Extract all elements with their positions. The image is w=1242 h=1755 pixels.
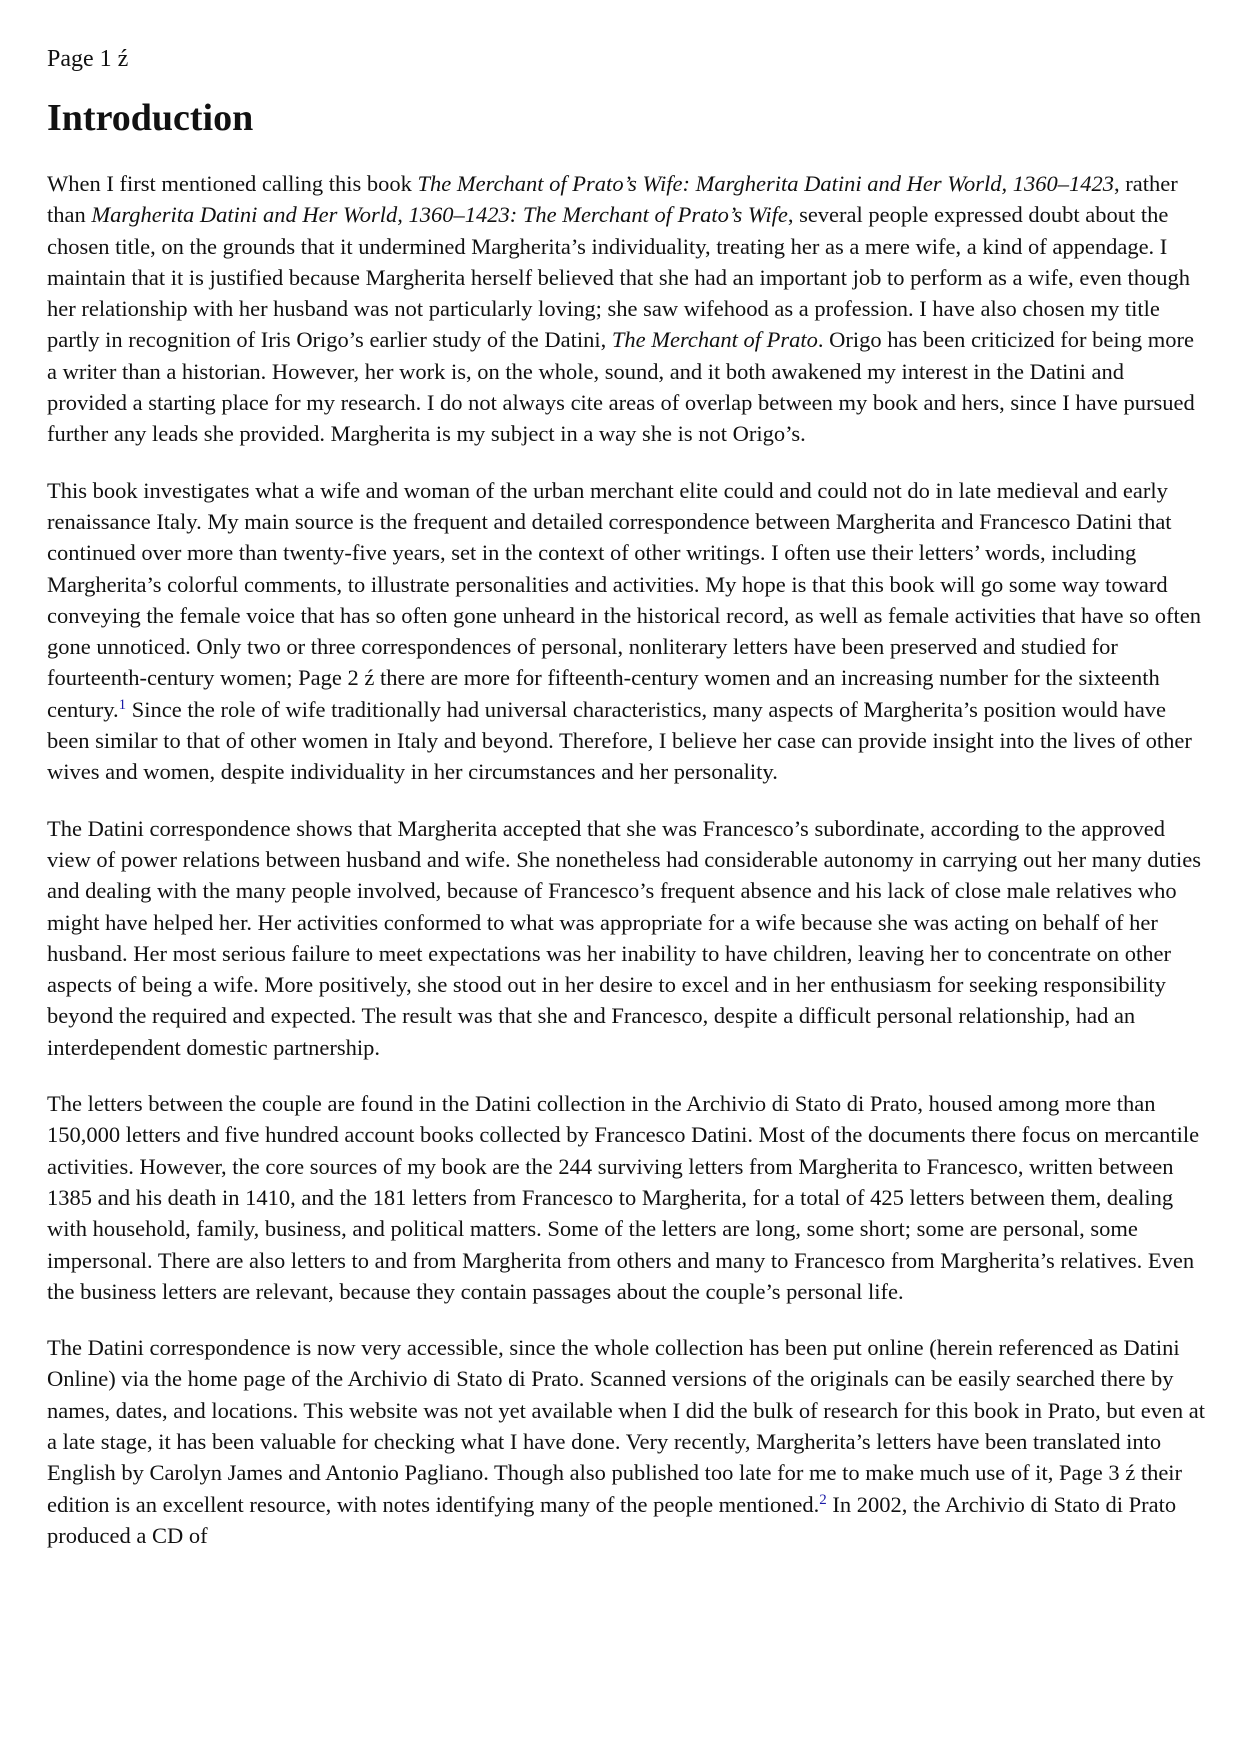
paragraph-text: there are more for fifteenth-century women and an increasing number for the sixteenth century. [47,665,1160,722]
book-title-italic: The Merchant of Prato [611,327,818,353]
inline-page-marker: Page 3 ź [1058,1460,1141,1486]
paragraph-text: their edition is an excellent resource, with notes identifying many of the people mentioned. [47,1460,1183,1517]
paragraph-text: This book investigates what a wife and woman of the urban merchant elite could and could not do in late medieval and early renaissance Italy. My main source is the frequent and detailed correspondence between Margherita and Francesco Datini that continued over more than twenty-five years, set in the context of other writings. I often use their letters’ words, including Margherita’s colorful comments, to illustrate personalities and activities. My hope is that this book will go some way toward conveying the female voice that has so often gone unheard in the historical record, as well as female activities that have so often gone unnoticed. Only two or three correspondences of personal, nonliterary letters have been preserved and studied for fourteenth-century women; [47,477,1201,691]
footnote-ref[interactable] [819,1492,827,1508]
book-title-italic: Margherita Datini and Her World, 1360–1423: The Merchant of Prato’s Wife [91,202,788,228]
paragraph-5 [47,1332,1207,1551]
paragraph-text: In 2002, the Archivio di Stato di Prato produced a CD of [47,1491,1177,1548]
inline-page-marker: Page 2 ź [298,665,381,691]
document-page [47,44,1207,1576]
paragraph-2 [47,475,1207,788]
paragraph-text: , rather than [47,171,1178,228]
book-title-italic: The Merchant of Prato’s Wife: Margherita Datini and Her World, 1360–1423 [417,171,1114,196]
footnote-link[interactable]: 2 [819,1491,827,1508]
footnote-link[interactable]: 1 [118,696,127,713]
paragraph-text: The Datini correspondence is now very accessible, since the whole collection has been put online (herein referenced as Datini Online) via the home page of the Archivio di Stato di Prato. Scanned versions of the originals can be easily searched there by names, dates, and locations. This website was not yet available when I did the bulk of research for this book in Prato, but even at a late stage, it has been valuable for checking what I have done. Very recently, Margherita’s letters have been translated into English by Carolyn James and Antonio Pagliano. Though also published too late for me to make much use of it, [47,1335,1206,1486]
page-marker: Page 1 ź [47,46,129,72]
paragraph-text: Since the role of wife traditionally had universal characteristics, many aspects of Margherita’s position would have been similar to that of other women in Italy and beyond. Therefore, I believe her case can provide insight into the lives of other wives and women, despite individuality in her circumstances and her personality. [47,696,1192,785]
paragraph-text: . Origo has been criticized for being more a writer than a historian. However, her work is, on the whole, sound, and it both awakened my interest in the Datini and provided a starting place for my research. I do not always cite areas of overlap between my book and hers, since I have pursued further any leads she provided. Margherita is my subject in a way she is not Origo’s. [47,327,1195,447]
paragraph-3: The Datini correspondence shows that Margherita accepted that she was Francesco’s subordinate, according to the approved view of power relations between husband and wife. She nonetheless had considerable autonomy in carrying out her many duties and dealing with the many people involved, because of Francesco’s frequent absence and his lack of close male relatives who might have helped her. Her activities conformed to what was appropriate for a wife because she was acting on behalf of her husband. Her most serious failure to meet expectations was her inability to have children, leaving her to concentrate on other aspects of being a wife. More positively, she stood out in her desire to excel and in her enthusiasm for seeking responsibility beyond the required and expected. The result was that she and Francesco, despite a difficult personal relationship, had an interdependent domestic partnership. [47,815,1202,1060]
paragraph-text: , several people expressed doubt about the chosen title, on the grounds that it undermined Margherita’s individuality, treating her as a mere wife, a kind of appendage. I maintain that it is justified because Margherita herself believed that she had an important job to perform as a wife, even though her relationship with her husband was not particularly loving; she saw wifehood as a profession. I have also chosen my title partly in recognition of Iris Origo’s earlier study of the Datini, [47,202,1190,353]
paragraph-1 [47,168,1207,450]
paragraph-4: The letters between the couple are found in the Datini collection in the Archivio di Stato di Prato, housed among more than 150,000 letters and five hundred account books collected by Francesco Datini. Most of the documents there focus on mercantile activities. However, the core sources of my book are the 244 surviving letters from Margherita to Francesco, written between 1385 and his death in 1410, and the 181 letters from Francesco to Margherita, for a total of 425 letters between them, dealing with household, family, business, and political matters. Some of the letters are long, some short; some are personal, some impersonal. There are also letters to and from Margherita from others and many to Francesco from Margherita’s relatives. Even the business letters are relevant, because they contain passages about the couple’s personal life. [47,1091,1200,1304]
chapter-title: Introduction [47,97,254,139]
paragraph-text: When I first mentioned calling this book [47,171,418,196]
